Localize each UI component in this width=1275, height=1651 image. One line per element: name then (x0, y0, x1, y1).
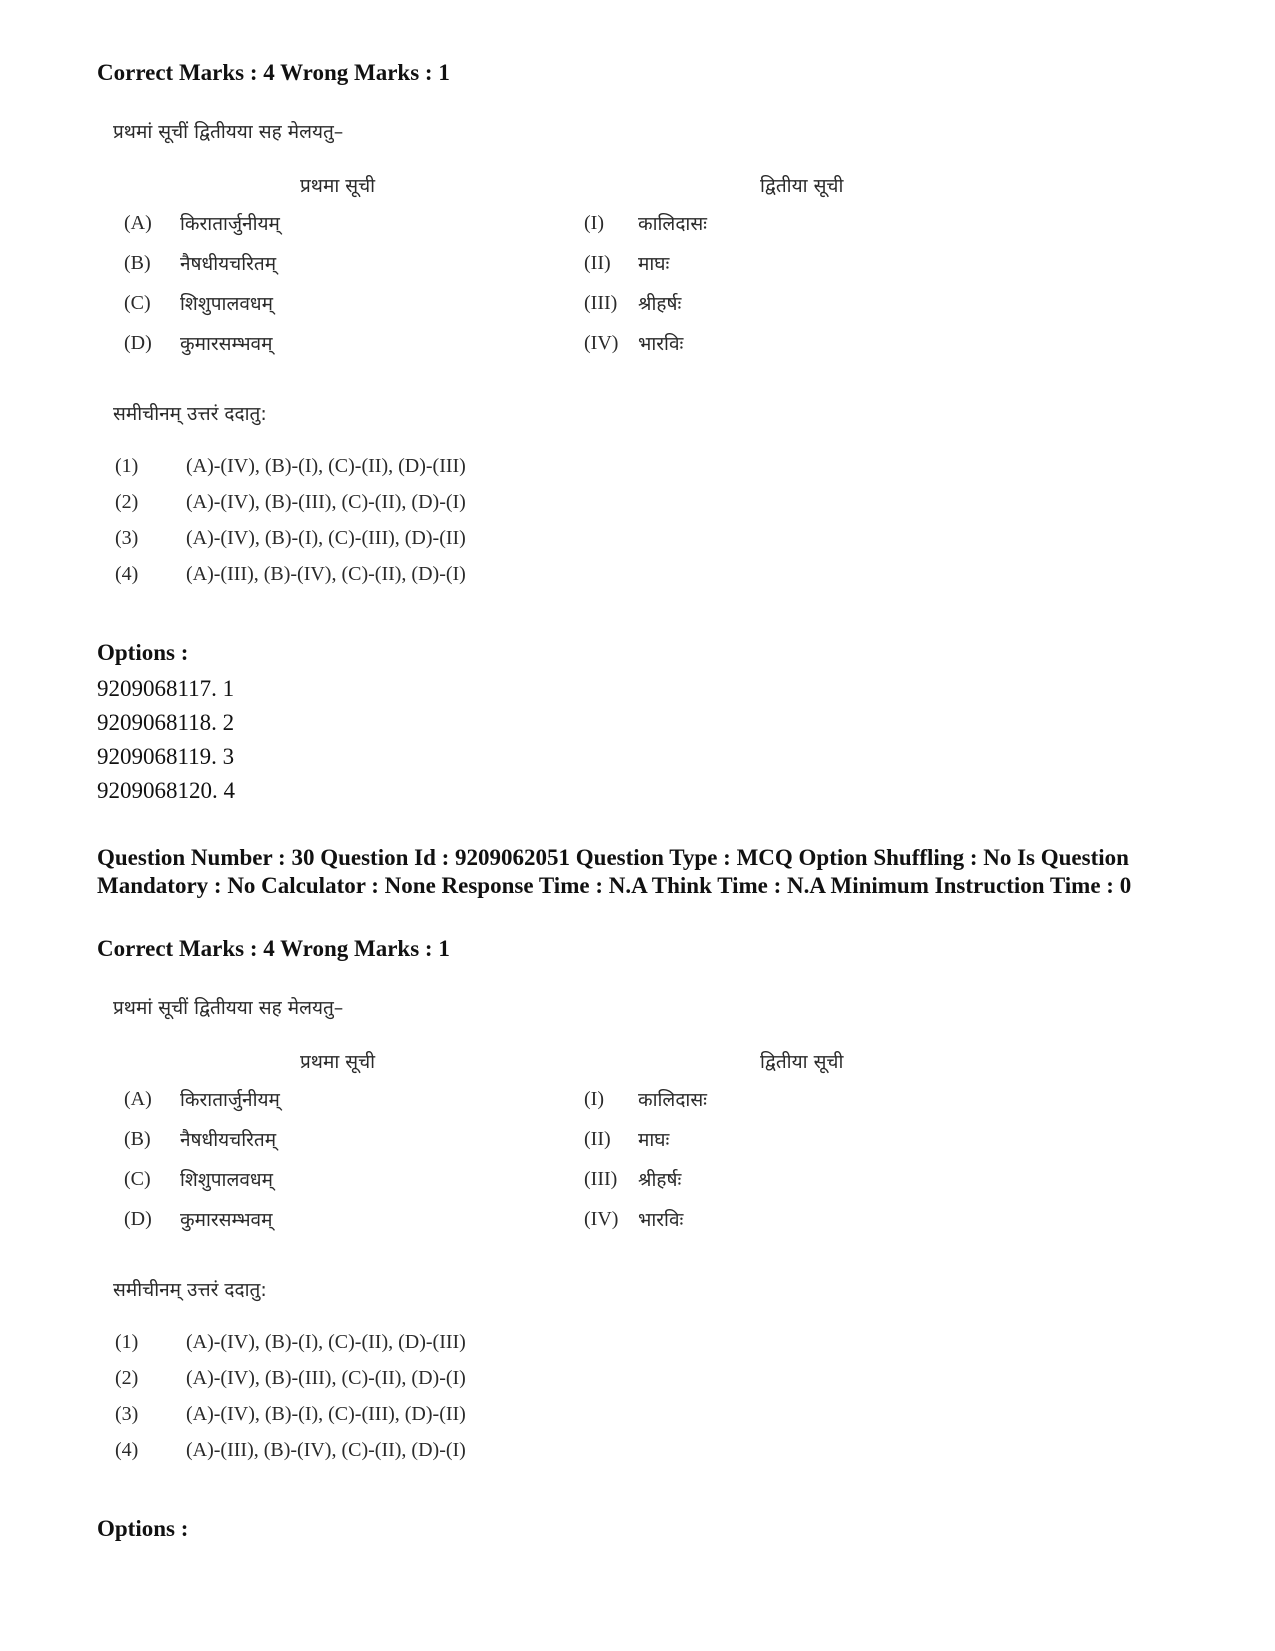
marks-line-1: Correct Marks : 4 Wrong Marks : 1 (97, 60, 450, 85)
list1-header: प्रथमा सूची (300, 175, 376, 197)
question-meta-line: Question Number : 30 Question Id : 9209062051 Question Type : MCQ Option Shuffling : No Is Question Mandatory : No Calculator : None Response Time : N.A Think Time : N.A Minimum Instruction Time : 0 (97, 845, 1132, 898)
options-list-1 (97, 672, 235, 808)
list2-item: श्रीहर्षः (638, 1169, 682, 1191)
list1-item: शिशुपालवधम् (180, 1169, 273, 1191)
list1-item: किरातार्जुनीयम् (180, 1089, 280, 1111)
choice-number: (4) (115, 1439, 139, 1461)
option-item: 9209068117. 1 (97, 676, 235, 701)
list2-key: (II) (584, 252, 611, 274)
list1-item: शिशुपालवधम् (180, 293, 273, 315)
list1-header: प्रथमा सूची (300, 1051, 376, 1073)
list2-item: कालिदासः (638, 213, 708, 235)
list2-key: (II) (584, 1128, 611, 1150)
option-item: 9209068119. 3 (97, 744, 235, 769)
list2-key: (IV) (584, 332, 619, 354)
list1-key: (B) (124, 252, 151, 274)
option-item: 9209068118. 2 (97, 710, 235, 735)
question-image-2 (0, 988, 1275, 1468)
choice-number: (1) (115, 1331, 139, 1353)
list2-item: माघः (638, 253, 670, 275)
answer-prompt: समीचीनम् उत्तरं ददातु: (113, 1279, 267, 1301)
list2-key: (III) (584, 292, 618, 314)
list2-key: (I) (584, 212, 604, 234)
marks-line-2: Correct Marks : 4 Wrong Marks : 1 (97, 936, 450, 961)
choice-text: (A)-(IV), (B)-(III), (C)-(II), (D)-(I) (186, 1367, 466, 1389)
instruction-text: प्रथमां सूचीं द्वितीयया सह मेलयतु– (113, 121, 344, 143)
list1-key: (C) (124, 1168, 151, 1190)
choice-text: (A)-(IV), (B)-(I), (C)-(III), (D)-(II) (186, 527, 466, 549)
choice-text: (A)-(IV), (B)-(I), (C)-(III), (D)-(II) (186, 1403, 466, 1425)
list1-key: (C) (124, 292, 151, 314)
list2-item: भारविः (638, 333, 684, 355)
list2-key: (III) (584, 1168, 618, 1190)
list2-item: श्रीहर्षः (638, 293, 682, 315)
choice-text: (A)-(III), (B)-(IV), (C)-(II), (D)-(I) (186, 1439, 466, 1461)
list1-key: (B) (124, 1128, 151, 1150)
list1-key: (D) (124, 332, 152, 354)
list1-item: कुमारसम्भवम् (180, 333, 273, 355)
list2-key: (IV) (584, 1208, 619, 1230)
list1-item: नैषधीयचरितम् (180, 253, 277, 275)
options-label-2: Options : (97, 1516, 189, 1541)
list1-item: नैषधीयचरितम् (180, 1129, 277, 1151)
choice-number: (3) (115, 527, 139, 549)
choice-number: (3) (115, 1403, 139, 1425)
choice-text: (A)-(IV), (B)-(I), (C)-(II), (D)-(III) (186, 455, 466, 477)
choice-text: (A)-(IV), (B)-(I), (C)-(II), (D)-(III) (186, 1331, 466, 1353)
list1-key: (A) (124, 1088, 152, 1110)
list1-key: (A) (124, 212, 152, 234)
list2-item: भारविः (638, 1209, 684, 1231)
question-image-1 (0, 112, 1275, 592)
choice-text: (A)-(III), (B)-(IV), (C)-(II), (D)-(I) (186, 563, 466, 585)
options-label-1: Options : (97, 640, 189, 665)
list1-key: (D) (124, 1208, 152, 1230)
list2-header: द्वितीया सूची (760, 1051, 844, 1073)
choice-number: (2) (115, 1367, 139, 1389)
option-item: 9209068120. 4 (97, 778, 235, 803)
list2-header: द्वितीया सूची (760, 175, 844, 197)
instruction-text: प्रथमां सूचीं द्वितीयया सह मेलयतु– (113, 997, 344, 1019)
choice-text: (A)-(IV), (B)-(III), (C)-(II), (D)-(I) (186, 491, 466, 513)
choice-number: (2) (115, 491, 139, 513)
list2-item: कालिदासः (638, 1089, 708, 1111)
choice-number: (1) (115, 455, 139, 477)
list2-item: माघः (638, 1129, 670, 1151)
answer-prompt: समीचीनम् उत्तरं ददातु: (113, 403, 267, 425)
list2-key: (I) (584, 1088, 604, 1110)
list1-item: कुमारसम्भवम् (180, 1209, 273, 1231)
choice-number: (4) (115, 563, 139, 585)
list1-item: किरातार्जुनीयम् (180, 213, 280, 235)
